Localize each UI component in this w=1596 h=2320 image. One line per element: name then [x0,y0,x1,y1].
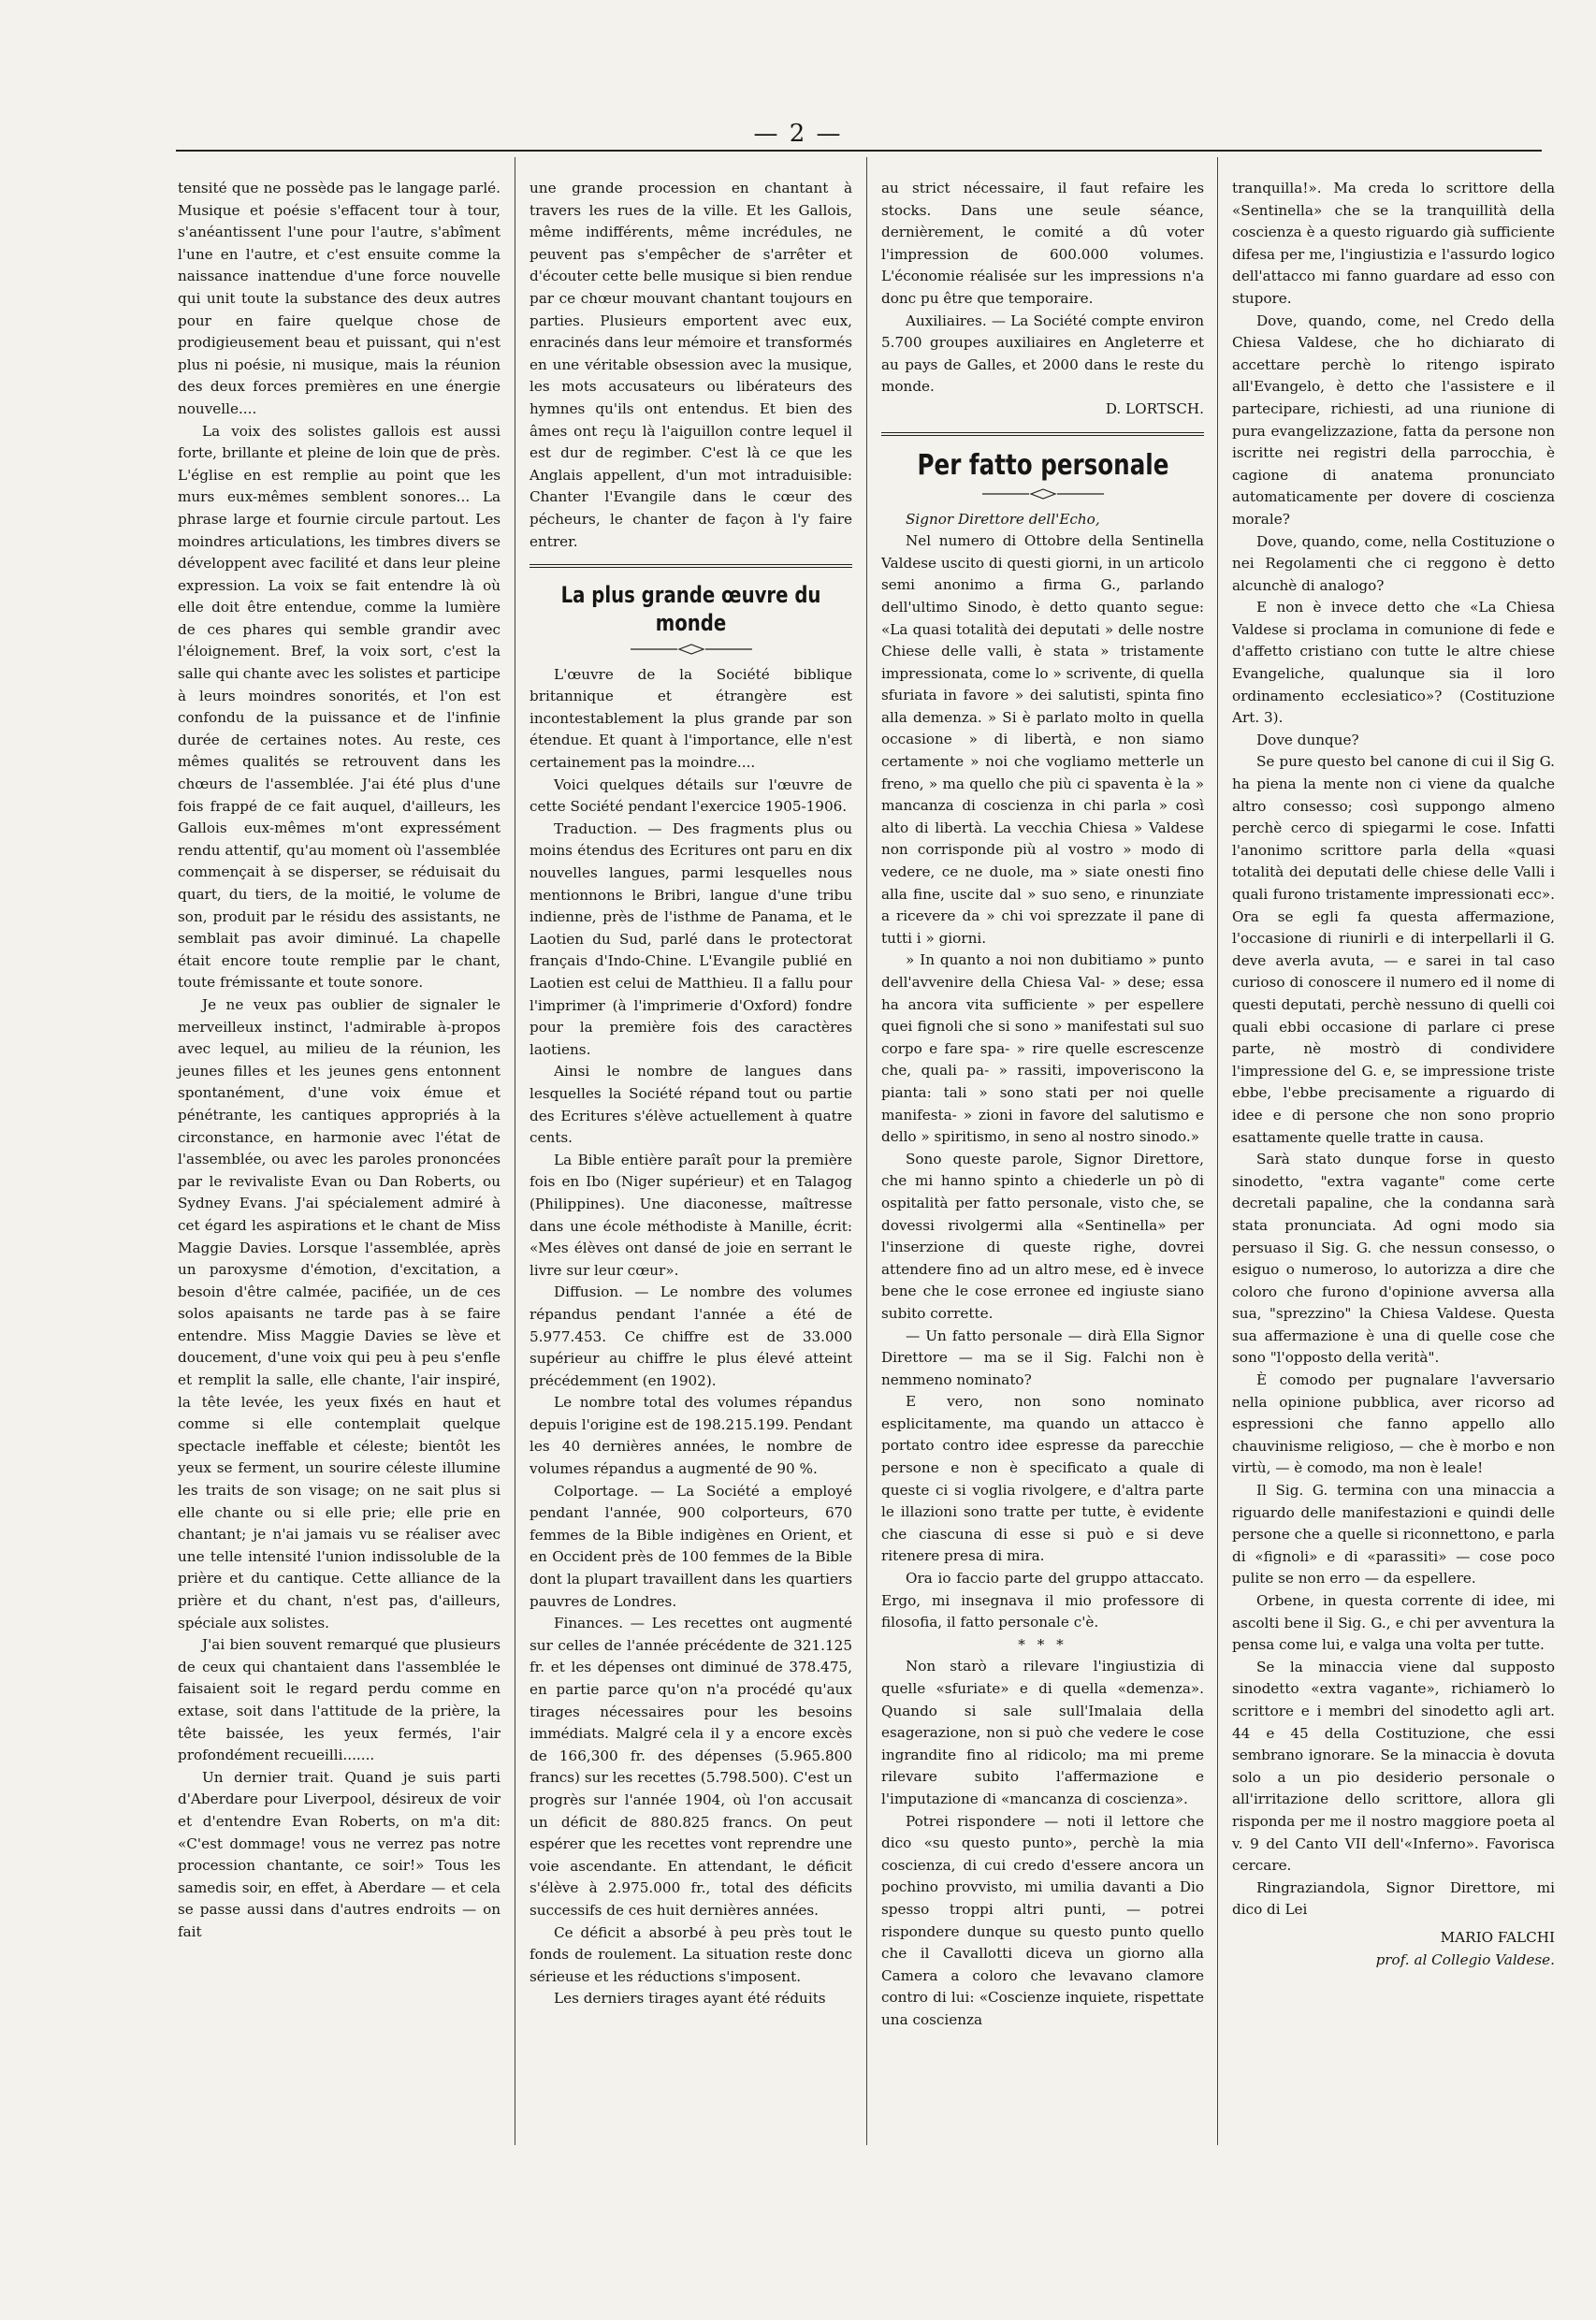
paragraph: Colportage. — La Société a employé pendant l'année, 900 colporteurs, 670 femmes de la Bible indigènes en Orient, et en Occident près de 100 femmes de la Bible dont la plupart travaillent dans les quartiers pauvres de Londres. [530,1482,852,1610]
article-header [530,564,852,655]
paragraph: tranquilla!». Ma creda lo scrittore della «Sentinella» che se la tranquillità della coscienza è a questo riguardo già sufficiente difesa per me, l'ingiustizia e l'assurdo logico dell'attacco mi fanno guardare ad esso con stupore. [1232,180,1555,307]
paragraph: Dove, quando, come, nella Costituzione o nei Regolamenti che ci reggono è detto alcunchè di analogo? [1232,532,1555,594]
paragraph: Auxiliaires. — La Société compte environ 5.700 groupes auxiliaires en Angleterre et au pays de Galles, et 2000 dans le reste du monde. [881,312,1204,396]
article-header [881,432,1204,500]
paragraph: L'œuvre de la Société biblique britannique et étrangère est incontestablement la plus grande par son étendue. Et quant à l'importance, elle n'est certainement pas la moindre.... [530,665,852,772]
paragraph: Se pure questo bel canone di cui il Sig G. ha piena la mente non ci viene da qualche altro consesso; così suppongo almeno perchè cerco di spiegarmi le cose. Infatti l'anonimo scrittore parla della «quasi totalità dei deputati delle chiese delle Valli i quali furono tristamente impressionati ecc». Ora se egli fa questa affermazione, l'occasione di riunirli e di interpellarli il G. deve averla avuta, — e sarei in tal caso curioso di conoscere il numero ed il nome di questi deputati, perchè nessuno di quelli coi quali ebbi occasione di parlare ci prese parte, nè mostrò di condividere l'impressione del G. e, se impressione triste ebbe, l'ebbe precisamente a riguardo di idee e di persone che non sono proprio esattamente quelle tratte in causa. [1232,753,1555,1146]
header-rule [176,150,1542,152]
signature-title: prof. al Collegio Valdese. [1375,1950,1555,1968]
paragraph: au strict nécessaire, il faut refaire les stocks. Dans une seule séance, dernièrement, le comité a dû voter l'impression de 600.000 volumes. L'économie réalisée sur les impressions n'a donc pu être que temporaire. [881,180,1204,307]
paragraph: Ce déficit a absorbé à peu près tout le fonds de roulement. La situation reste donc sérieuse et les réductions s'imposent. [530,1923,852,1985]
signature: D. LORTSCH. [1105,399,1204,417]
paragraph: È comodo per pugnalare l'avversario nella opinione pubblica, aver ricorso ad espressioni che fanno appello allo chauvinisme religioso, — che è morbo e non virtù, — è comodo, ma non è leale! [1232,1371,1555,1477]
paragraph: Sono queste parole, Signor Direttore, che mi hanno spinto a chiederle un pò di ospitalità per fatto personale, visto che, se dovessi rivolgermi alla «Sentinella» per l'inserzione di queste righe, dovrei attendere fino ad un altro mese, ed è invece bene che le cose erronee ed ingiuste siano subito corrette. [881,1150,1204,1322]
paragraph: une grande procession en chantant à travers les rues de la ville. Et les Gallois, même indifférents, même incrédules, ne peuvent pas s'empêcher de s'arrêter et d'écouter cette belle musique si bien rendue par ce chœur mouvant chantant toujours en parties. Plusieurs emportent avec eux, enracinés dans leur mémoire et transformés en une véritable obsession avec la musique, les mots accusateurs ou libérateurs des hymnes qu'ils ont entendus. Et bien des âmes ont reçu là l'aiguillon contre lequel il est dur de regimber. C'est là ce que les Anglais appellent, d'un mot intraduisible: Chanter l'Evangile dans le cœur des pécheurs, le chanter de façon à l'y faire entrer. [530,180,852,550]
paragraph: Traduction. — Des fragments plus ou moins étendus des Ecritures ont paru en dix nouvelles langues, parmi lesquelles nous mentionnons le Bribri, langue d'une tribu indienne, près de l'isthme de Panama, et le Laotien du Sud, parlé dans le protectorat français d'Indo-Chine. L'Evangile publié en Laotien est celui de Matthieu. Il a fallu pour l'imprimer (à l'imprimerie d'Oxford) fondre pour la première fois des caractères laotiens. [530,819,852,1058]
paragraph: E non è invece detto che «La Chiesa Valdese si proclama in comunione di fede e d'affetto cristiano con tutte le altre chiese Evangeliche, qualunque sia il loro ordinamento ecclesiatico»? (Costituzione Art. 3). [1232,599,1555,727]
article-title: Per fatto personale [917,448,1168,482]
section-stars: * * * [1018,1635,1067,1653]
column-3 [881,178,1204,2032]
signature-name: MARIO FALCHI [1440,1928,1555,1946]
column-divider [1217,157,1218,2145]
paragraph: — Un fatto personale — dirà Ella Signor Direttore — ma se il Sig. Falchi non è nemmeno nominato? [881,1327,1204,1388]
paragraph: Sarà stato dunque forse in questo sinodetto, "extra vagante" come certe decretali papaline, che la condanna sarà stata pronunciata. Ad ogni modo sia persuaso il Sig. G. che nessun consesso, o esiguo o numeroso, lo autorizza a dire che coloro che furono d'opinione avversa alla sua, "sprezzino" la Chiesa Valdese. Questa sua affermazione è una di quelle cose che sono "l'opposto della verità". [1232,1151,1555,1367]
paragraph: Non starò a rilevare l'ingiustizia di quelle «sfuriate» e di quella «demenza». Quando si sale sull'Imalaia della esagerazione, non si può che vedere le cose ingrandite fino al ridicolo; ma mi preme rilevare subito l'affermazione e l'imputazione di «mancanza di coscienza». [881,1658,1204,1807]
paragraph: Ringraziandola, Signor Direttore, mi dico di Lei [1232,1878,1555,1919]
page-number: — 2 — [753,120,843,148]
paragraph: Ainsi le nombre de langues dans lesquelles la Société répand tout ou partie des Ecritures s'élève actuellement à quatre cents. [530,1063,852,1147]
paragraph: Je ne veux pas oublier de signaler le merveilleux instinct, l'admirable à-propos avec lequel, au milieu de la réunion, les jeunes filles et les jeunes gens entonnent spontanément, d'une voix émue et pénétrante, les cantiques appropriés à la circonstance, en harmonie avec l'état de l'assemblée, ou avec les paroles prononcées par le revivaliste Evan ou Dan Roberts, ou Sydney Evans. J'ai spécialement admiré à cet égard les aspirations et le chant de Miss Maggie Davies. Lorsque l'assemblée, après un paroxysme d'émotion, d'excitation, a besoin d'être calmée, pacifiée, un de ces solos apaisants ne tarde pas à se faire entendre. Miss Maggie Davies se lève et doucement, d'une voix qui peu à peu s'enfle et remplit la salle, elle chante, l'air inspiré, la tête levée, les yeux fixés en haut et comme si elle contemplait quelque spectacle ineffable et céleste; bientôt les yeux se ferment, un sourire céleste illumine les traits de son visage; on ne sait plus si elle chante ou si elle prie; elle prie en chantant; je n'ai jamais vu se réaliser avec une telle intensité l'union indissoluble de la prière et du cantique. Cette alliance de la prière et du chant, n'est pas, d'ailleurs, spéciale aux solistes. [178,995,501,1631]
paragraph: Les derniers tirages ayant été réduits [554,1990,826,2008]
column-1 [178,178,501,1944]
paragraph: Voici quelques détails sur l'œuvre de cette Société pendant l'exercice 1905-1906. [530,776,852,816]
ornament-divider [982,488,1104,500]
paragraph: Se la minaccia viene dal supposto sinodetto «extra vagante», richiamerò lo scrittore e i membri del sinodetto agli art. 44 e 45 della Costituzione, che essi sembrano ignorare. Se la minaccia è dovuta solo a un pio desiderio personale o all'irritazione dello scrittore, allora gli risponda per me il nostro maggiore poeta al v. 9 del Canto VII dell'«Inferno». Favorisca cercare. [1232,1658,1555,1875]
paragraph: » In quanto a noi non dubitiamo » punto dell'avvenire della Chiesa Val- » dese; essa ha ancora vita sufficiente » per espellere quei fignoli che si sono » manifestati sul suo corpo e fare spa- » rire quelle escrescenze che, quali pa- » rassiti, impoveriscono la pianta: tali » sono stati per noi quelle manifesta- » zioni in favore del salutismo e dello » spiritismo, in seno al nostro sinodo.» [881,951,1204,1146]
paragraph: Dove dunque? [1256,731,1359,748]
column-2 [530,178,852,2010]
column-4 [1232,178,1555,1971]
paragraph: La Bible entière paraît pour la première fois en Ibo (Niger supérieur) et en Talagog (Philippines). Une diaconesse, maîtresse dans une école méthodiste à Manille, écrit: «Mes élèves ont dansé de joie en serrant le livre sur leur cœur». [530,1151,852,1279]
paragraph: Orbene, in questa corrente di idee, mi ascolti bene il Sig. G., e chi per avventura la pensa come lui, e valga una volta per tutte. [1232,1592,1555,1654]
column-divider [866,157,867,2145]
article-title: La plus grande œuvre du monde [560,582,821,637]
ornament-divider [631,644,752,655]
paragraph: Nel numero di Ottobre della Sentinella Valdese uscito di questi giorni, in un articolo semi anonimo a firma G., parlando dell'ultimo Sinodo, è detto quanto segue: «La quasi totalità dei deputati » delle nostre Chiese delle valli, è stata » tristamente impressionata, come lo » scrivente, di quella sfuriata in favore » dei salutisti, spinta fino alla demenza. » Si è parlato molto in quella occasione » di libertà, e non siamo certamente » noi che vogliamo metterle un freno, » ma quello che più ci spaventa è la » mancanza di coscienza in chi parla » così alto di libertà. La vecchia Chiesa » Valdese non corrisponde più al vostro » modo di vedere, ce ne duole, ma » siate onesti fino alla fine, uscite dal » suo seno, e rinunziate a ricevere da » chi voi sprezzate il pane di tutti i » giorni. [881,532,1204,947]
paragraph: J'ai bien souvent remarqué que plusieurs de ceux qui chantaient dans l'assemblée le faisaient soit le regard perdu comme en extase, soit dans l'attitude de la prière, la tête baissée, les yeux fermés, l'air profondément recueilli....... [178,1636,501,1764]
paragraph: tensité que ne possède pas le langage parlé. Musique et poésie s'effacent tour à tour, s'anéantissent l'une pour l'autre, s'abîment l'une en l'autre, et c'est ensuite comme la naissance inattendue d'une force nouvelle qui unit toute la substance des deux autres pour en faire quelque chose de prodigieusement beau et puissant, qui n'est plus ni poésie, ni musique, mais la réunion des deux forces premières en une énergie nouvelle.... [178,180,501,417]
paragraph: E vero, non sono nominato esplicitamente, ma quando un attacco è portato contro idee espresse da parecchie persone e non è specificato a quale di queste ci si voglia rivolgere, e d'altra parte le illazioni sono tratte per tutte, è evidente che ciascuna di esse si può e si deve ritenere presa di mira. [881,1393,1204,1565]
paragraph: La voix des solistes gallois est aussi forte, brillante et pleine de loin que de près. L'église en est remplie au point que les murs eux-mêmes semblent sonores... La phrase large et fournie circule partout. Les moindres articulations, les timbres divers se développent avec facilité et dans leur pleine expression. La voix se fait entendre là où elle doit être entendue, comme la lumière de ces phares qui semble grandir avec l'éloignement. Bref, la voix sort, c'est la salle qui chante avec les solistes et participe à leurs moindres sonorités, et l'on est confondu de la puissance et de l'infinie durée de certaines notes. Au reste, ces mêmes qualités se retrouvent dans les chœurs de l'assemblée. J'ai été plus d'une fois frappé de ce fait auquel, d'ailleurs, les Gallois eux-mêmes m'ont expressément rendu attentif, qu'au moment où l'assemblée commençait à se disperser, se réduisait du quart, du tiers, de la moitié, le volume de son, produit par le résidu des assistants, ne semblait pas avoir diminué. La chapelle était encore toute remplie par le chant, toute frémissante et toute sonore. [178,422,501,992]
salutation: Signor Direttore dell'Echo, [906,510,1100,528]
paragraph: Le nombre total des volumes répandus depuis l'origine est de 198.215.199. Pendant les 40 dernières années, le nombre de volumes répandus a augmenté de 90 %. [530,1394,852,1478]
paragraph: Il Sig. G. termina con una minaccia a riguardo delle manifestazioni e quindi delle persone che a quelle si riconnettono, e parla di «fignoli» e di «parassiti» — cose poco pulite se non erro — da espellere. [1232,1482,1555,1588]
paragraph: Ora io faccio parte del gruppo attaccato. Ergo, mi insegnava il mio professore di filosofia, il fatto personale c'è. [881,1570,1204,1631]
paragraph: Finances. — Les recettes ont augmenté sur celles de l'année précédente de 321.125 fr. et les dépenses ont diminué de 378.475, en partie parce qu'on n'a procédé qu'aux tirages nécessaires pour les besoins immédiats. Malgré cela il y a encore excès de 166,300 fr. des dépenses (5.965.800 francs) sur les recettes (5.798.500). C'est un progrès sur l'année 1904, où l'on accusait un déficit de 880.825 francs. On peut espérer que les recettes vont reprendre une voie ascendante. En attendant, le déficit s'élève à 2.975.000 fr., total des déficits successifs de ces huit dernières années. [530,1615,852,1919]
paragraph: Un dernier trait. Quand je suis parti d'Aberdare pour Liverpool, désireux de voir et d'entendre Evan Roberts, on m'a dit: «C'est dommage! vous ne verrez pas notre procession chantante, ce soir!» Tous les samedis soir, en effet, à Aberdare — et cela se passe aussi dans d'autres endroits — on fait [178,1768,501,1940]
paragraph: Potrei rispondere — noti il lettore che dico «su questo punto», perchè la mia coscienza, di cui credo d'essere ancora un pochino provvisto, mi umilia davanti a Dio spesso troppi altri punti, — potrei rispondere dunque su questo punto quello che il Cavallotti diceva un giorno alla Camera a coloro che levavano clamore contro di lui: «Coscienze inquiete, rispettate una coscienza [881,1812,1204,2028]
paragraph: Dove, quando, come, nel Credo della Chiesa Valdese, che ho dichiarato di accettare perchè lo ritengo ispirato all'Evangelo, è detto che l'assistere e il partecipare, richiesti, ad una riunione di pura evangelizzazione, fatta da persone non iscritte nei registri della parrocchia, è cagione di anatema pronunciato automaticamente per dovere di coscienza morale? [1232,312,1555,528]
paragraph: Diffusion. — Le nombre des volumes répandus pendant l'année a été de 5.977.453. Ce chiffre est de 33.000 supérieur au chiffre le plus élevé atteint précédemment (en 1902). [530,1283,852,1389]
